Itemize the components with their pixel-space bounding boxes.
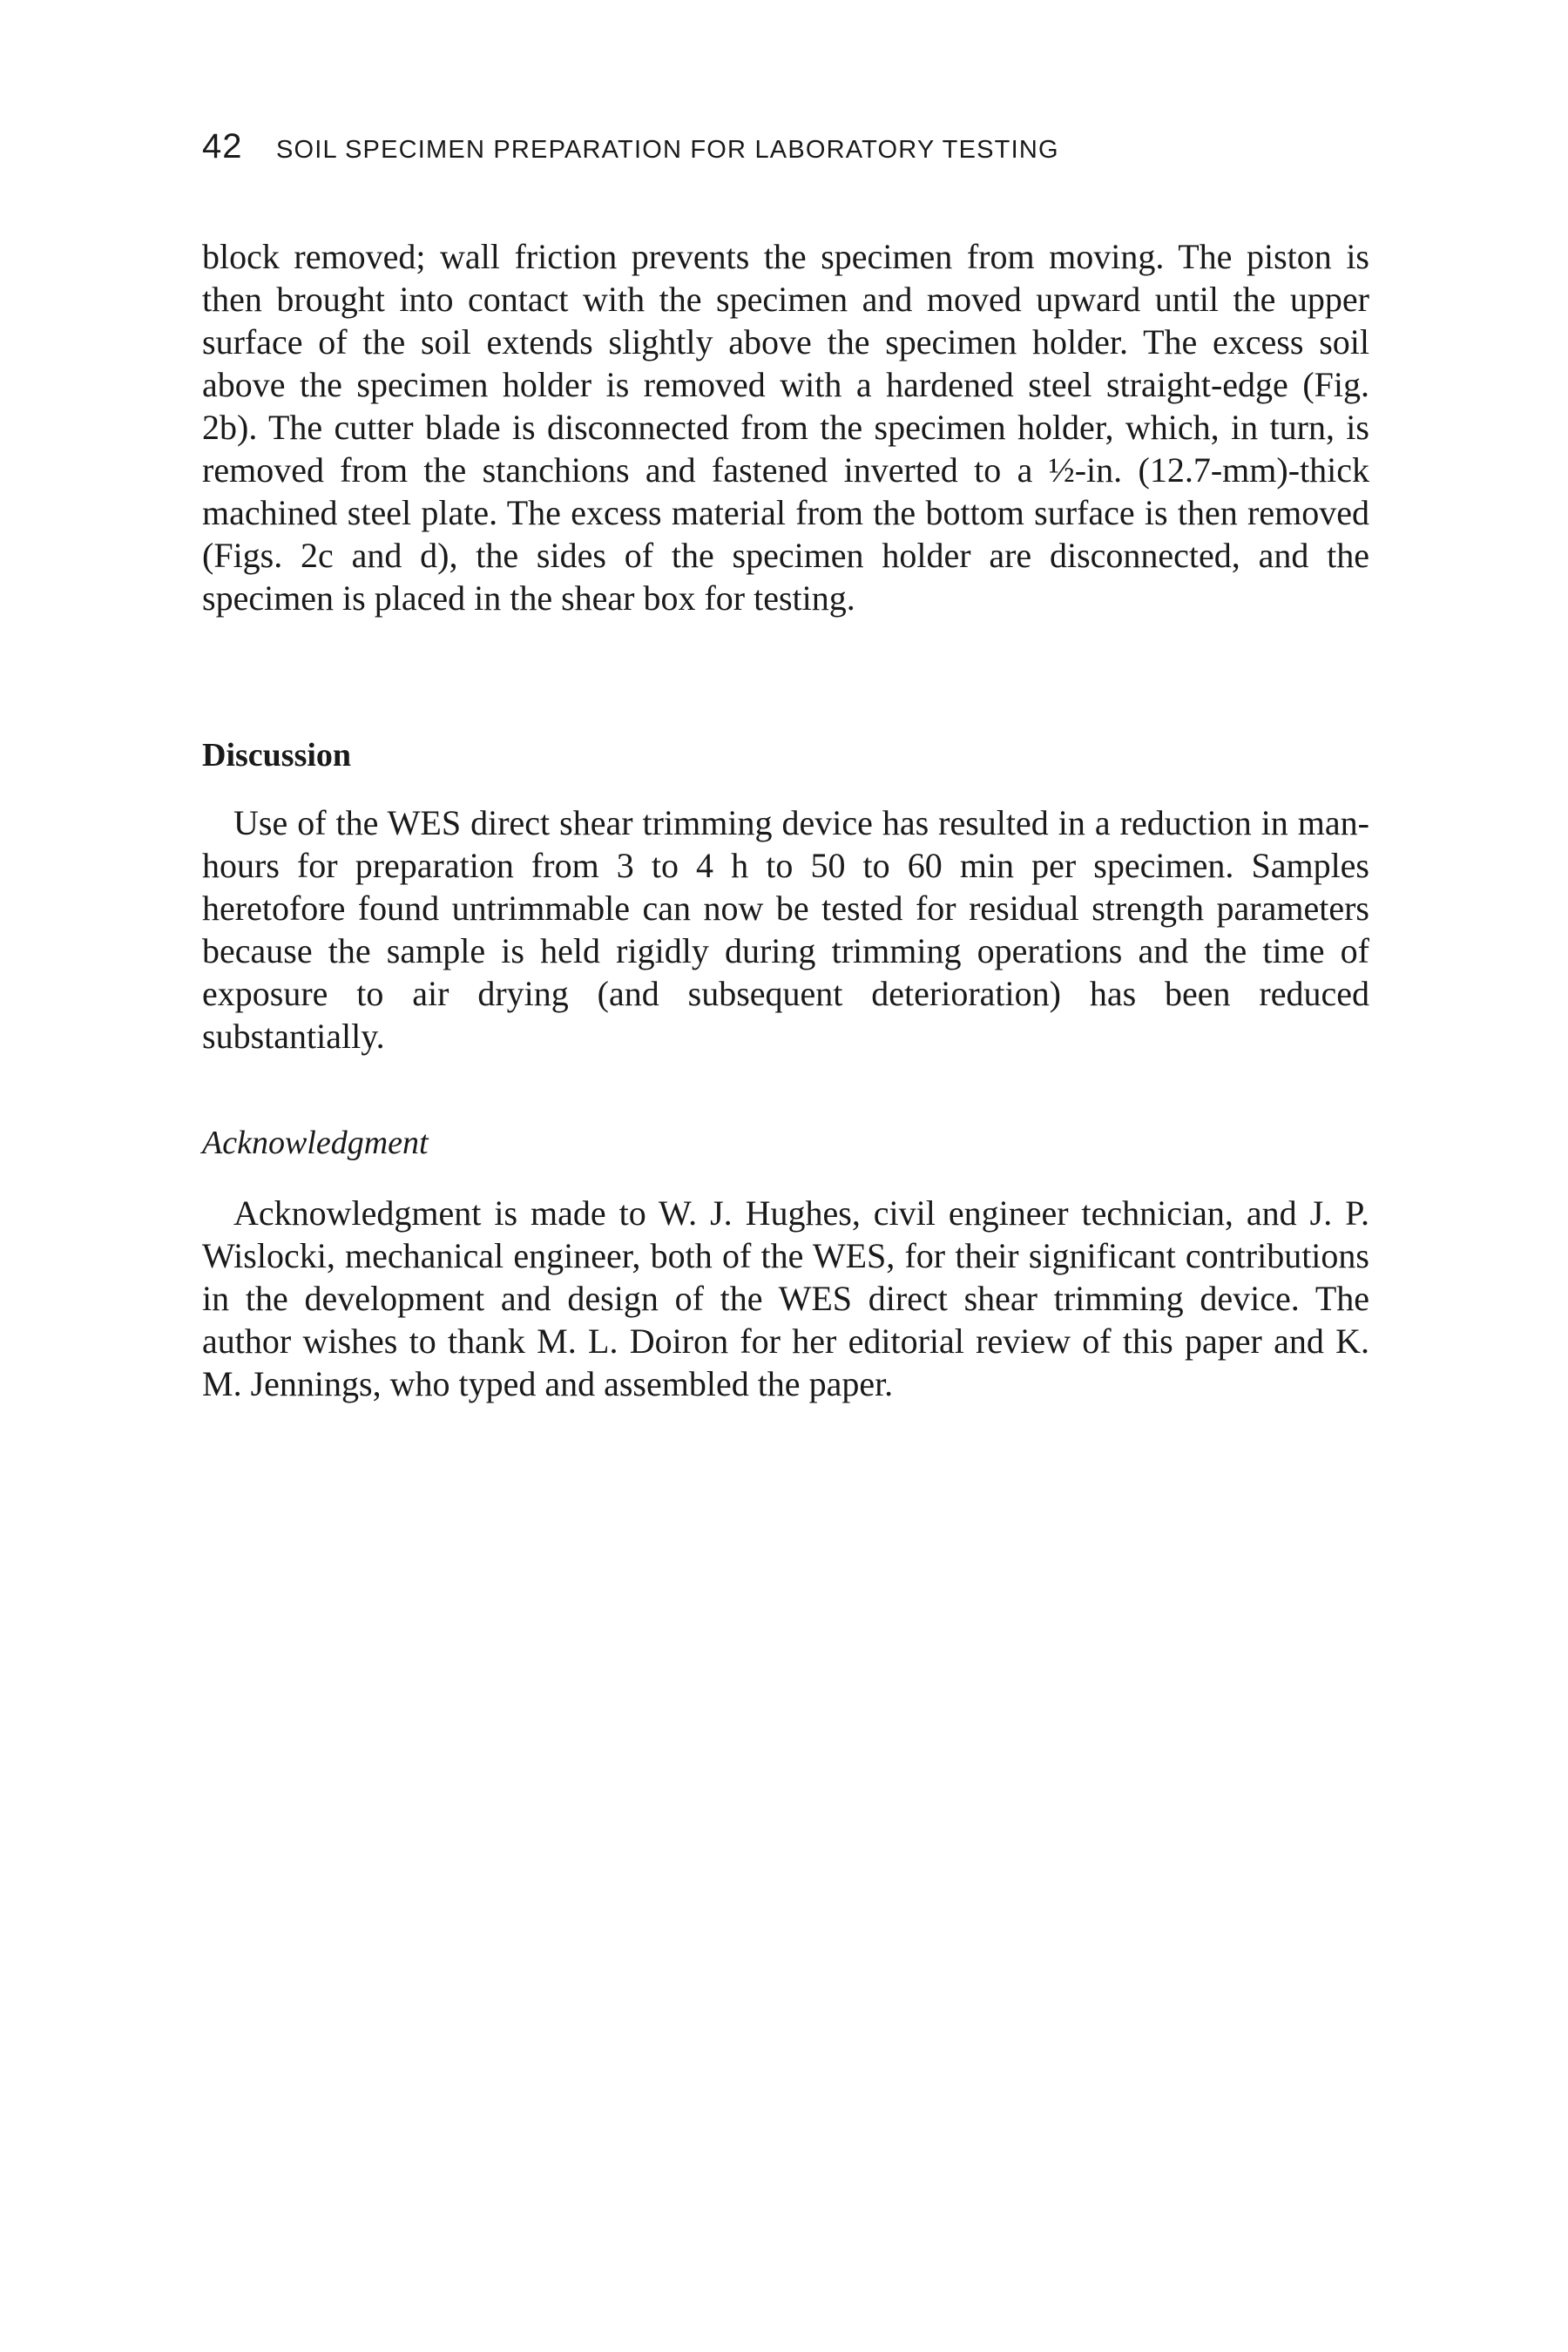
continued-paragraph: block removed; wall friction prevents the specimen from moving. The piston is then brought into contact with the specimen and moved upward until the upper surface of the soil extends slightly above the specimen holder. The excess soil above the specimen holder is removed with a hardened steel straight-edge (Fig. 2b). The cutter blade is disconnected from the specimen holder, which, in turn, is removed from the stanchions and fastened inverted to a ½-in. (12.7-mm)-thick machined steel plate. The excess material from the bottom surface is then removed (Figs. 2c and d), the sides of the specimen holder are disconnected, and the specimen is placed in the shear box for testing. <box>202 237 1369 618</box>
page-number: 42 <box>202 127 243 166</box>
running-title: SOIL SPECIMEN PREPARATION FOR LABORATORY TESTING <box>275 136 1059 164</box>
acknowledgment-heading: Acknowledgment <box>202 1125 429 1161</box>
acknowledgment-paragraph: Acknowledgment is made to W. J. Hughes, civil engineer technician, and J. P. Wislocki, mechanical engineer, both of the WES, for their significant contributions in the development and design of the WES direct shear trimming device. The author wishes to thank M. L. Doiron for her editorial review of this paper and K. M. Jennings, who typed and assembled the paper. <box>202 1193 1369 1403</box>
running-header <box>202 127 1059 166</box>
discussion-heading: Discussion <box>202 737 352 774</box>
discussion-paragraph: Use of the WES direct shear trimming device has resulted in a reduction in man-hours for preparation from 3 to 4 h to 50 to 60 min per specimen. Samples heretofore found untrimmable can now be tested for residual strength parameters because the sample is held rigidly during trimming operations and the time of exposure to air drying (and subsequent deterioration) has been reduced substantially. <box>202 803 1369 1056</box>
